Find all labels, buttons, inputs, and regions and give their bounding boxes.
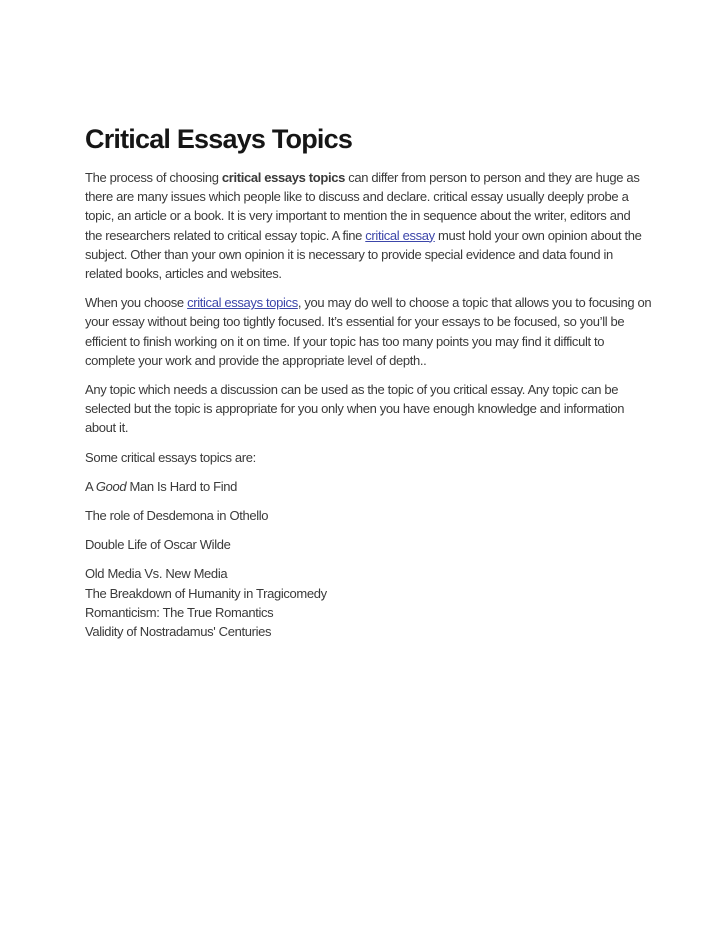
text-run: When you choose: [85, 295, 188, 311]
topic-item-media-group: [85, 564, 658, 641]
text-run: The process of choosing: [85, 170, 222, 185]
text-run: The role of Desdemona in Othello: [85, 508, 269, 524]
text-line: [85, 564, 658, 583]
text-run: must hold your own opinion about the: [434, 227, 642, 243]
text-line: [85, 245, 658, 264]
text-run: Double Life of Oscar Wilde: [85, 537, 231, 553]
text-line: [85, 226, 658, 245]
topic-item-good-man: [85, 477, 658, 496]
text-run: complete your work and provide the appropriate level of depth..: [85, 352, 427, 368]
bold-text-run: critical essays topics: [221, 170, 345, 185]
text-line: [85, 332, 658, 351]
topic-item-desdemona: [85, 506, 658, 525]
text-line: [85, 535, 658, 554]
text-run: , you may do well to choose a topic that allows you to focusing on: [297, 295, 652, 311]
text-line: [85, 168, 658, 187]
text-line: [85, 187, 658, 206]
paragraph-list-lead-in: [85, 448, 658, 467]
text-line: [85, 312, 658, 331]
text-run: Romanticism: The True Romantics: [85, 604, 274, 620]
text-line: [85, 477, 658, 496]
text-line: [85, 380, 658, 399]
text-run: efficient to finish working on it on time. If your topic has too many points you may find it difficult to: [85, 333, 605, 349]
text-line: [85, 622, 658, 641]
paragraph-intro: [85, 168, 658, 283]
text-run: can differ from person to person and they are huge as: [344, 170, 640, 185]
text-line: [85, 506, 658, 525]
text-run: A: [85, 478, 96, 494]
text-line: [85, 293, 658, 312]
text-run: Man Is Hard to Find: [126, 478, 238, 494]
text-run: Some critical essays topics are:: [85, 449, 256, 465]
text-line: [85, 448, 658, 467]
link-critical-essays-topics[interactable]: critical essays topics: [187, 295, 298, 311]
text-run: your essay without being too tightly focused. It’s essential for your essays to be focused, so you’ll be: [85, 314, 625, 330]
text-run: the researchers related to critical essay topic. A fine: [85, 227, 366, 243]
text-line: [85, 584, 658, 603]
text-run: The Breakdown of Humanity in Tragicomedy: [85, 585, 327, 601]
text-run: subject. Other than your own opinion it is necessary to provide special evidence and data found in: [85, 246, 613, 262]
text-run: related books, articles and websites.: [85, 266, 282, 282]
text-line: [85, 603, 658, 622]
text-line: [85, 206, 658, 225]
paragraph-choosing: [85, 293, 658, 370]
text-run: selected but the topic is appropriate for you only when you have enough knowledge and information: [85, 401, 625, 417]
text-run: topic, an article or a book. It is very important to mention the in sequence about the writer, editors and: [85, 208, 631, 224]
paragraph-any-topic: [85, 380, 658, 438]
text-line: [85, 418, 658, 437]
text-line: [85, 264, 658, 283]
text-line: [85, 351, 658, 370]
link-critical-essay[interactable]: critical essay: [365, 227, 435, 243]
text-line: [85, 399, 658, 418]
text-run: Old Media Vs. New Media: [85, 566, 228, 582]
italic-text-run: Good: [95, 478, 127, 494]
topic-item-oscar-wilde: [85, 535, 658, 554]
text-run: Validity of Nostradamus' Centuries: [85, 624, 272, 640]
text-run: there are many issues which people like to discuss and declare. critical essay usually deeply probe a: [85, 189, 629, 205]
text-run: Any topic which needs a discussion can be used as the topic of you critical essay. Any topic can be: [85, 382, 619, 398]
text-run: about it.: [85, 420, 129, 436]
document-title: Critical Essays Topics: [85, 124, 353, 154]
